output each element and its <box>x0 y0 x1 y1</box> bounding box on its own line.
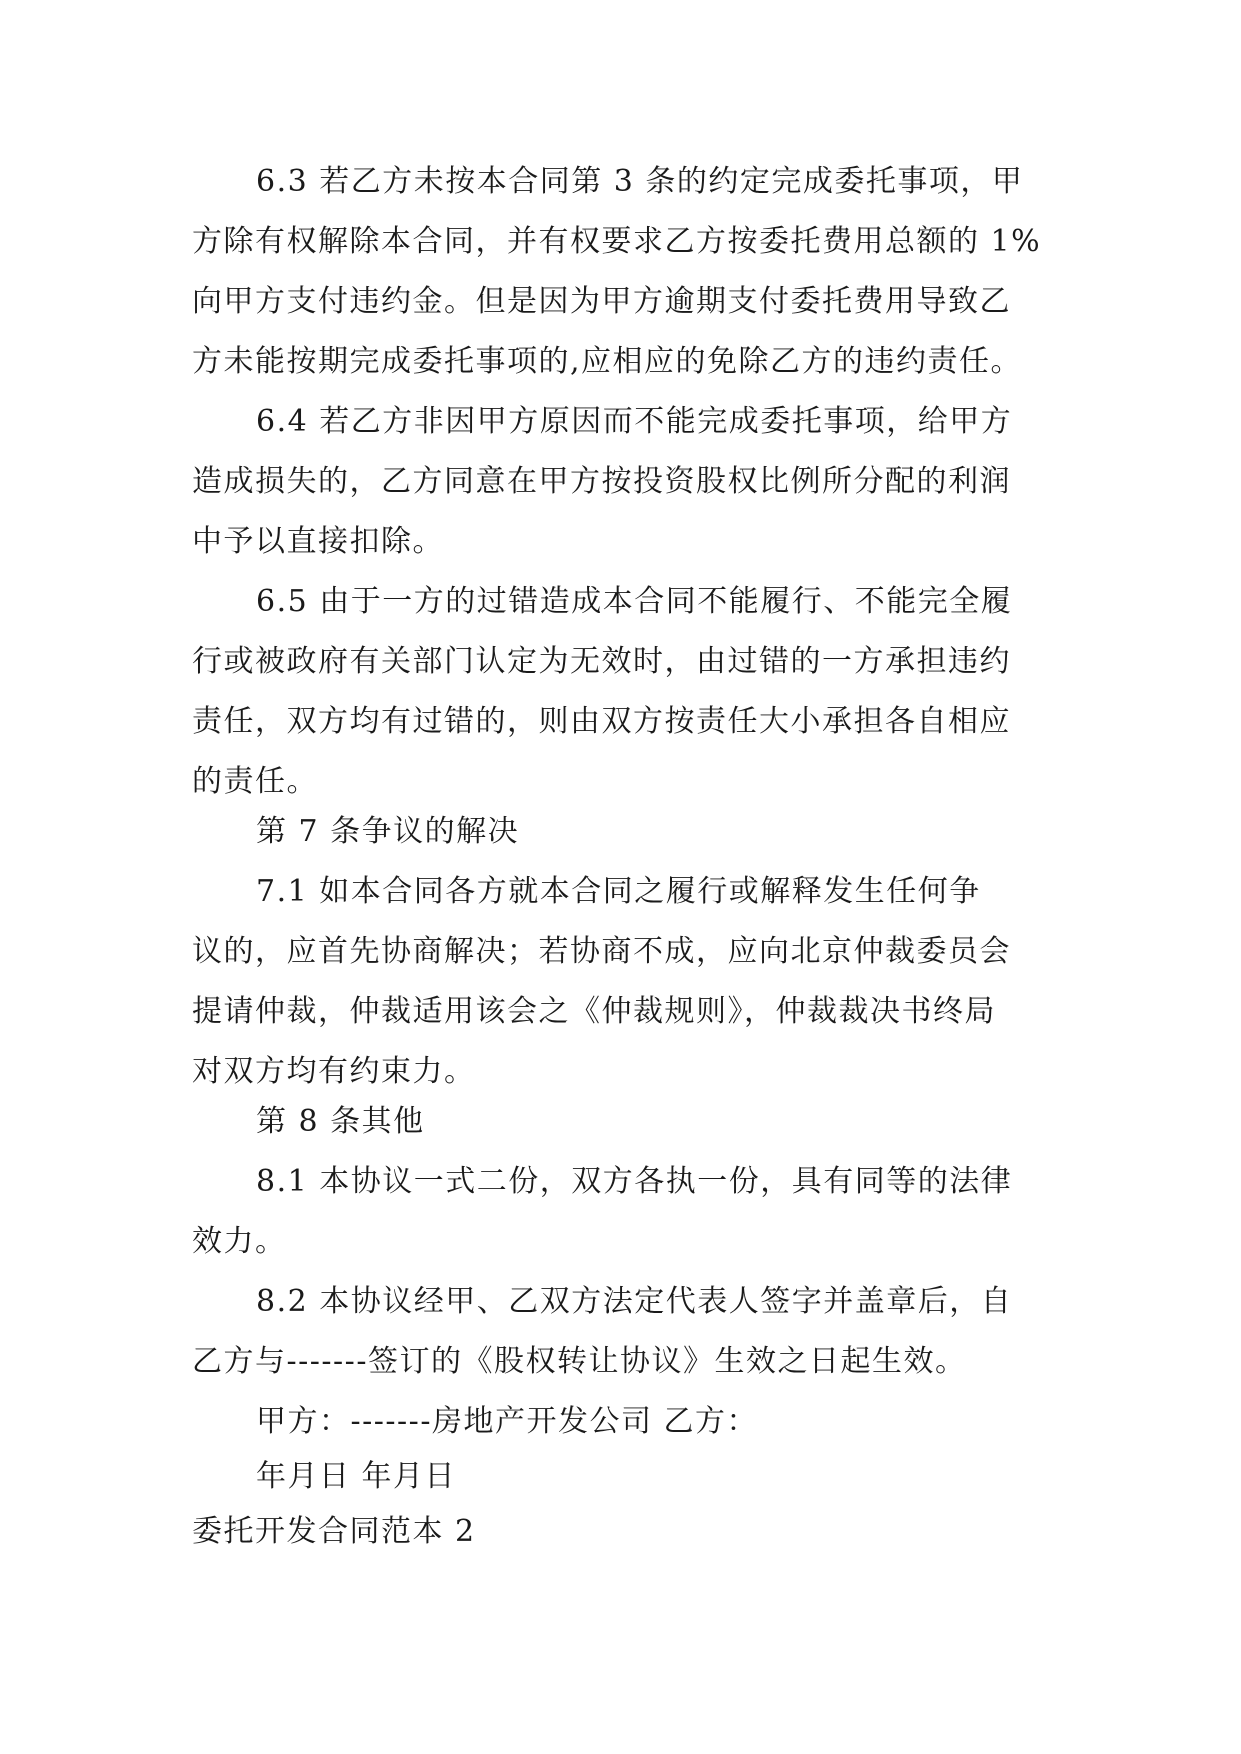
para-7-1-line-1: 7.1 如本合同各方就本合同之履行或解释发生任何争 <box>256 874 981 909</box>
para-6-5-line-3: 责任，双方均有过错的，则由双方按责任大小承担各自相应 <box>192 704 1011 739</box>
para-6-5-line-2: 行或被政府有关部门认定为无效时，由过错的一方承担违约 <box>192 644 1011 679</box>
para-6-5-line-1: 6.5 由于一方的过错造成本合同不能履行、不能完全履 <box>256 584 1013 619</box>
para-7-1-line-2: 议的，应首先协商解决；若协商不成，应向北京仲裁委员会 <box>192 934 1011 969</box>
section-8-heading: 第 8 条其他 <box>256 1104 425 1139</box>
para-8-1-line-2: 效力。 <box>192 1224 287 1259</box>
para-6-3-line-2: 方除有权解除本合同，并有权要求乙方按委托费用总额的 1% <box>192 224 1042 259</box>
para-8-2-line-2: 乙方与-------签订的《股权转让协议》生效之日起生效。 <box>192 1344 967 1379</box>
signature-parties: 甲方：-------房地产开发公司 乙方： <box>256 1404 758 1439</box>
para-7-1-line-4: 对双方均有约束力。 <box>192 1054 476 1089</box>
para-6-3-line-1: 6.3 若乙方未按本合同第 3 条的约定完成委托事项，甲 <box>256 164 1024 199</box>
para-8-1-line-1: 8.1 本协议一式二份，双方各执一份，具有同等的法律 <box>256 1164 1013 1199</box>
para-7-1-line-3: 提请仲裁，仲裁适用该会之《仲裁规则》，仲裁裁决书终局 <box>192 994 996 1029</box>
para-6-4-line-3: 中予以直接扣除。 <box>192 524 444 559</box>
para-6-3-line-3: 向甲方支付违约金。但是因为甲方逾期支付委托费用导致乙 <box>192 284 1011 319</box>
next-document-title: 委托开发合同范本 2 <box>192 1514 476 1549</box>
para-6-4-line-1: 6.4 若乙方非因甲方原因而不能完成委托事项，给甲方 <box>256 404 1013 439</box>
para-8-2-line-1: 8.2 本协议经甲、乙双方法定代表人签字并盖章后，自 <box>256 1284 1013 1319</box>
para-6-3-line-4: 方未能按期完成委托事项的,应相应的免除乙方的违约责任。 <box>192 344 1023 379</box>
section-7-heading: 第 7 条争议的解决 <box>256 814 520 849</box>
signature-dates: 年月日 年月日 <box>256 1459 457 1494</box>
para-6-5-line-4: 的责任。 <box>192 764 318 799</box>
para-6-4-line-2: 造成损失的，乙方同意在甲方按投资股权比例所分配的利润 <box>192 464 1011 499</box>
